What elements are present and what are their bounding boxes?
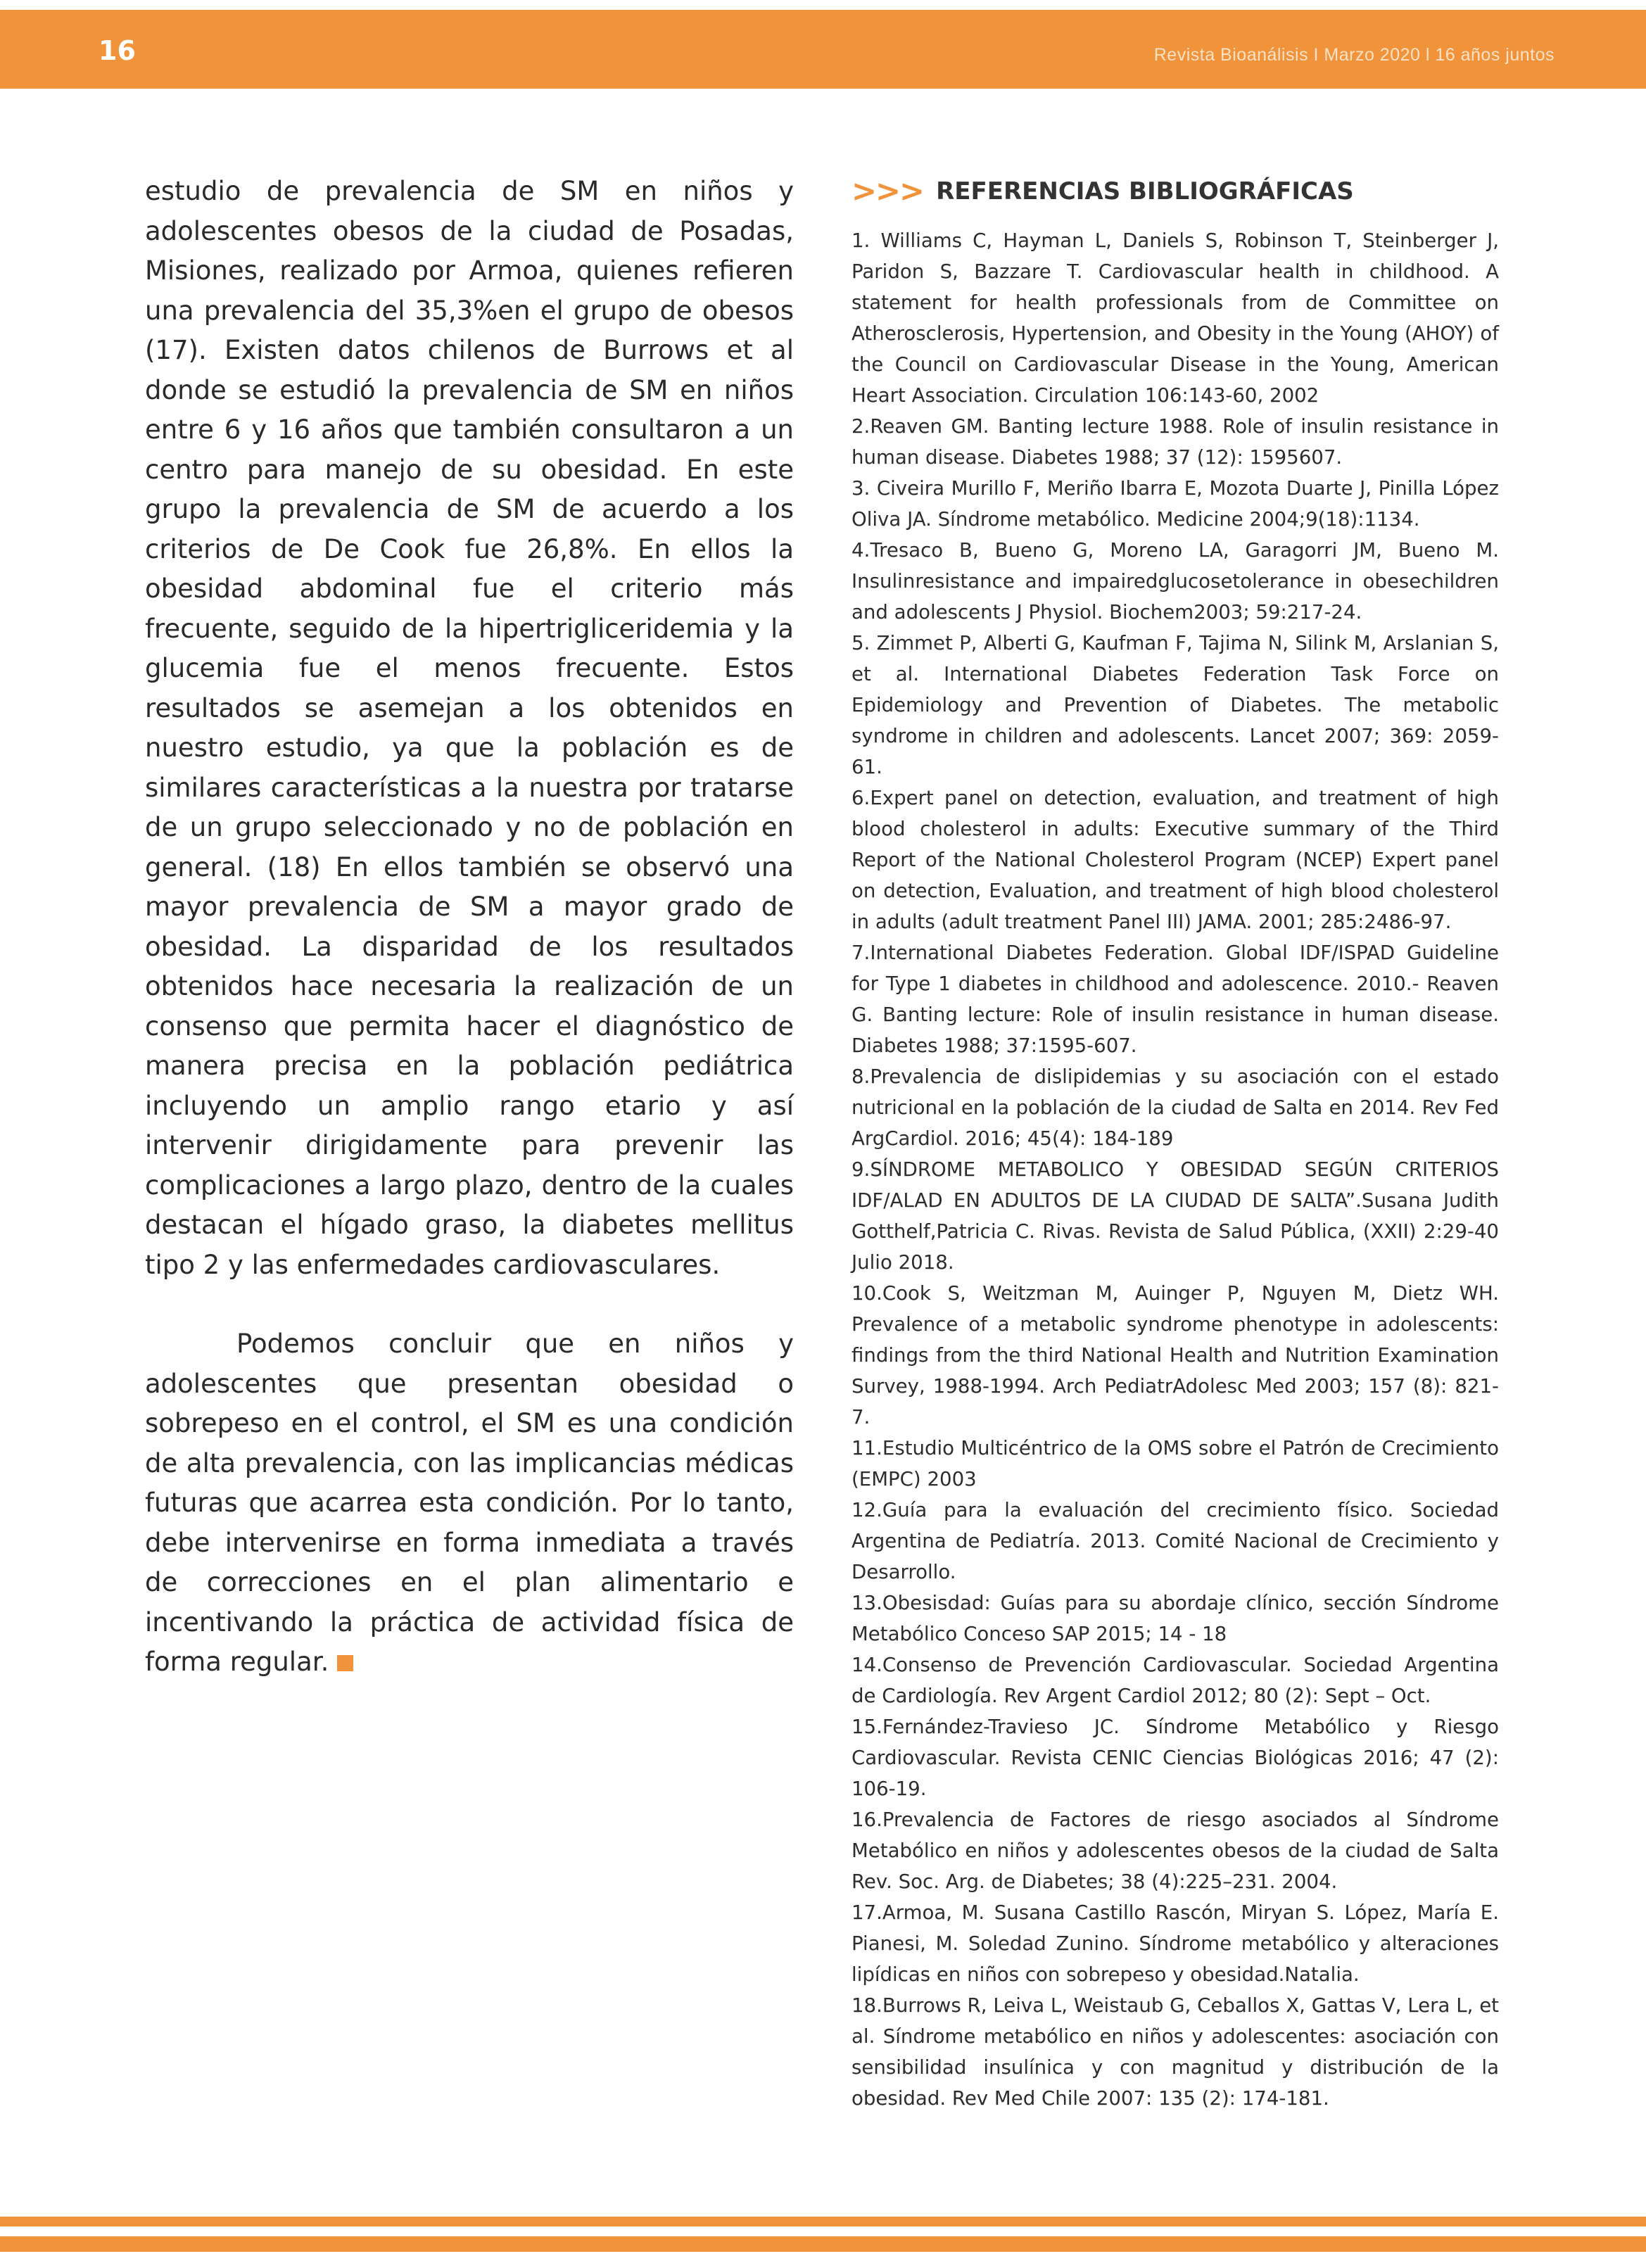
reference-item: 13.Obesisdad: Guías para su abordaje clínico, sección Síndrome Metabólico Conceso SAP 2015; 14 - 18 bbox=[852, 1591, 1499, 1645]
references-title: REFERENCIAS BIBLIOGRÁFICAS bbox=[936, 177, 1354, 205]
reference-item: 12.Guía para la evaluación del crecimiento físico. Sociedad Argentina de Pediatría. 2013. Comité Nacional de Crecimiento y Desarrollo. bbox=[852, 1498, 1499, 1583]
reference-item: 10.Cook S, Weitzman M, Auinger P, Nguyen M, Dietz WH. Prevalence of a metabolic syndrome phenotype in adolescents: findings from the third National Health and Nutrition Examination Survey, 1988-1994. Arch PediatrAdolesc Med 2003; 157 (8): 821-7. bbox=[852, 1281, 1499, 1428]
reference-item: 5. Zimmet P, Alberti G, Kaufman F, Tajima N, Silink M, Arslanian S, et al. International Diabetes Federation Task Force on Epidemiology and Prevention of Diabetes. The metabolic syndrome in children and adolescents. Lancet 2007; 369: 2059-61. bbox=[852, 631, 1499, 778]
reference-item: 16.Prevalencia de Factores de riesgo asociados al Síndrome Metabólico en niños y adolescentes obesos de la ciudad de Salta Rev. Soc. Arg. de Diabetes; 38 (4):225–231. 2004. bbox=[852, 1808, 1499, 1893]
reference-item: 9.SÍNDROME METABOLICO Y OBESIDAD SEGÚN CRITERIOS IDF/ALAD EN ADULTOS DE LA CIUDAD DE SALTA”.Susana Judith Gotthelf,Patricia C. Rivas. Revista de Salud Pública, (XXII) 2:29-40 Julio 2018. bbox=[852, 1158, 1499, 1274]
reference-item: 3. Civeira Murillo F, Meriño Ibarra E, Mozota Duarte J, Pinilla López Oliva JA. Síndrome metabólico. Medicine 2004;9(18):1134. bbox=[852, 476, 1499, 531]
footer-stripe bbox=[0, 2217, 1646, 2226]
reference-item: 4.Tresaco B, Bueno G, Moreno LA, Garagorri JM, Bueno M. Insulinresistance and impairedglucosetolerance in obesechildren and adolescents J Physiol. Biochem2003; 59:217-24. bbox=[852, 538, 1499, 623]
triple-arrow-icon: >>> bbox=[852, 174, 924, 209]
publication-info: Revista Bioanálisis I Marzo 2020 l 16 años juntos bbox=[1153, 45, 1555, 65]
footer-stripe bbox=[0, 2236, 1646, 2252]
reference-item: 8.Prevalencia de dislipidemias y su asociación con el estado nutricional en la población de la ciudad de Salta en 2014. Rev Fed ArgCardiol. 2016; 45(4): 184-189 bbox=[852, 1065, 1499, 1150]
page-number: 16 bbox=[99, 35, 136, 66]
reference-item: 2.Reaven GM. Banting lecture 1988. Role of insulin resistance in human disease. Diabetes 1988; 37 (12): 1595607. bbox=[852, 414, 1499, 469]
reference-list bbox=[852, 225, 1499, 2114]
reference-item: 6.Expert panel on detection, evaluation, and treatment of high blood cholesterol in adults: Executive summary of the Third Report of the National Cholesterol Program (NCEP) Expert panel on detection, Evaluation, and treatment of high blood cholesterol in adults (adult treatment Panel III) JAMA. 2001; 285:2486-97. bbox=[852, 786, 1499, 933]
reference-item: 1. Williams C, Hayman L, Daniels S, Robinson T, Steinberger J, Paridon S, Bazzare T. Cardiovascular health in childhood. A statement for health professionals from de Committee on Atherosclerosis, Hypertension, and Obesity in the Young (AHOY) of the Council on Cardiovascular Disease in the Young, American Heart Association. Circulation 106:143-60, 2002 bbox=[852, 229, 1499, 407]
reference-item: 14.Consenso de Prevención Cardiovascular. Sociedad Argentina de Cardiología. Rev Argent Cardiol 2012; 80 (2): Sept – Oct. bbox=[852, 1653, 1499, 1707]
conclusion-paragraph bbox=[145, 1324, 794, 1683]
references-heading bbox=[852, 172, 1499, 211]
reference-item: 11.Estudio Multicéntrico de la OMS sobre el Patrón de Crecimiento (EMPC) 2003 bbox=[852, 1436, 1499, 1490]
article-body bbox=[145, 172, 794, 1683]
reference-item: 18.Burrows R, Leiva L, Weistaub G, Ceballos X, Gattas V, Lera L, et al. Síndrome metabólico en niños y adolescentes: asociación con sensibilidad insulínica y con magnitud y distribución de la obesidad. Rev Med Chile 2007: 135 (2): 174-181. bbox=[852, 1994, 1499, 2110]
reference-item: 7.International Diabetes Federation. Global IDF/ISPAD Guideline for Type 1 diabetes in childhood and adolescence. 2010.- Reaven G. Banting lecture: Role of insulin resistance in human disease. Diabetes 1988; 37:1595-607. bbox=[852, 941, 1499, 1057]
reference-item: 15.Fernández-Travieso JC. Síndrome Metabólico y Riesgo Cardiovascular. Revista CENIC Ciencias Biológicas 2016; 47 (2): 106-19. bbox=[852, 1715, 1499, 1800]
end-of-article-mark bbox=[337, 1655, 353, 1671]
references-section bbox=[852, 172, 1499, 2114]
conclusion-text: Podemos concluir que en niños y adolescentes que presentan obesidad o sobrepeso en el control, el SM es una condición de alta prevalencia, con las implicancias médicas futuras que acarrea esta condición. Por lo tanto, debe intervenirse en forma inmediata a través de correcciones en el plan alimentario e incentivando la práctica de actividad física de forma regular. bbox=[145, 1329, 794, 1677]
header-bar bbox=[0, 10, 1646, 89]
reference-item: 17.Armoa, M. Susana Castillo Rascón, Miryan S. López, María E. Pianesi, M. Soledad Zunino. Síndrome metabólico y alteraciones lipídicas en niños con sobrepeso y obesidad.Natalia. bbox=[852, 1901, 1499, 1986]
body-paragraph: estudio de prevalencia de SM en niños y adolescentes obesos de la ciudad de Posadas, Misiones, realizado por Armoa, quienes refieren una prevalencia del 35,3%en el grupo de obesos (17). Existen datos chilenos de Burrows et al donde se estudió la prevalencia de SM en niños entre 6 y 16 años que también consultaron a un centro para manejo de su obesidad. En este grupo la prevalencia de SM de acuerdo a los criterios de De Cook fue 26,8%. En ellos la obesidad abdominal fue el criterio más frecuente, seguido de la hipertrigliceridemia y la glucemia fue el menos frecuente. Estos resultados se asemejan a los obtenidos en nuestro estudio, ya que la población es de similares características a la nuestra por tratarse de un grupo seleccionado y no de población en general. (18) En ellos también se observó una mayor prevalencia de SM a mayor grado de obesidad. La disparidad de los resultados obtenidos hace necesaria la realización de un consenso que permita hacer el diagnóstico de manera precisa en la población pediátrica incluyendo un amplio rango etario y así intervenir dirigidamente para prevenir las complicaciones a largo plazo, dentro de la cuales destacan el hígado graso, la diabetes mellitus tipo 2 y las enfermedades cardiovasculares. bbox=[145, 176, 794, 1280]
